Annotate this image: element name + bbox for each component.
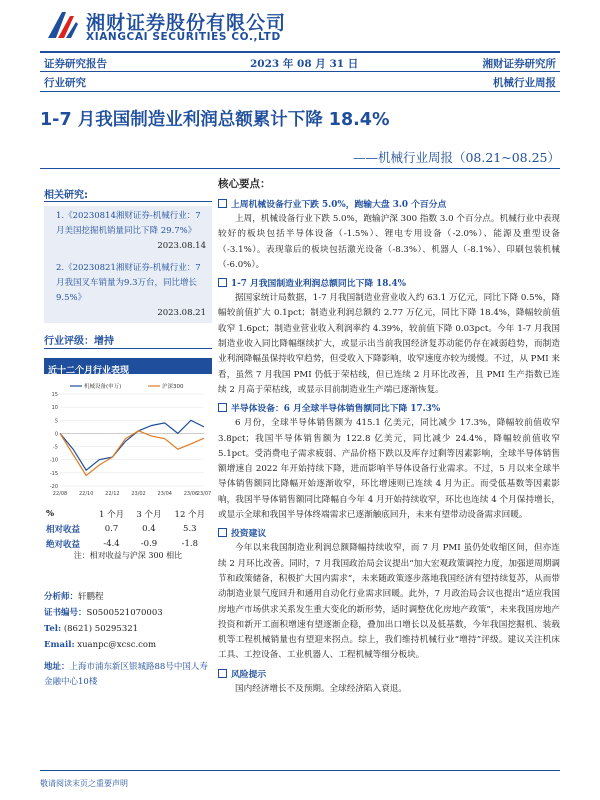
table-header-cell: 1 个月 xyxy=(98,509,125,520)
checkbox-bullet-icon xyxy=(218,278,227,287)
related-item-title[interactable]: 1.《20230814湘财证券-机械行业：7 月美国挖掘机销量同比下降 29.7%》 xyxy=(56,211,201,236)
section-heading: 上周机械设备行业下跌 5.0%，跑输大盘 3.0 个百分点 xyxy=(218,197,560,210)
report-category: 行业研究 xyxy=(44,77,86,89)
table-row xyxy=(44,521,212,536)
report-date: 2023 年 08 月 31 日 xyxy=(250,58,359,70)
table-header-cell: 12 个月 xyxy=(174,509,206,520)
rating-value: 增持 xyxy=(94,336,114,347)
chart-title-bar xyxy=(44,358,212,374)
related-rule xyxy=(44,201,212,202)
analyst-cert-row xyxy=(44,606,163,621)
page-subtitle: ——机械行业周报（08.21~08.25） xyxy=(352,150,560,165)
institute-name: 湘财证券研究所 xyxy=(482,58,556,70)
table-cell: -0.9 xyxy=(140,538,158,549)
tel-number: (8621) 50295321 xyxy=(63,624,139,634)
table-cell: -1.8 xyxy=(181,538,199,549)
related-item-date: 2023.08.14 xyxy=(157,241,206,251)
analyst-address-row xyxy=(44,660,212,690)
section-body: 据国家统计局数据，1-7 月我国制造业营业收入约 63.1 万亿元，同比下降 0.5%，降幅较前值扩大 0.1pct；制造业利润总额约 2.77 万亿元，同比下降 18.4%，降幅较前值收窄 1.6pct；制造业营业收入利润率约 4.39%，较前值下降 0.03pct。今年 1-7 月我国制造业收入同比降幅继续扩大，或显示出当前我国经济复苏动能仍存在减弱趋势，而制造业利润降幅虽保持收窄趋势，但受收入下降影响，收窄速度亦较为缓慢。不过，从 PMI 来看，虽然 7 月我国 PMI 仍低于荣枯线，但已连续 2 月环比改善，且 PMI 生产指数已连续 2 月高于荣枯线，或显示目前制造业生产端已逐渐恢复。 xyxy=(218,293,560,395)
table-header-cell: 3 个月 xyxy=(136,509,162,520)
cert-number: S0500521070003 xyxy=(86,608,163,618)
performance-table xyxy=(44,506,212,551)
chart-legend xyxy=(70,382,184,390)
section-body: 今年以来我国制造业利润总额降幅持续收窄，而 7 月 PMI 虽仍处收缩区间，但亦连续 2 月环比改善。同时，7 月我国政治局会议提出“加大宏观政策调控力度，加强逆周期调节和政策储备，积极扩大国内需求”，未来随政策逐步落地我国经济有望持续复苏，从而带动制造业景气度回升和通用自动化行业需求回暖。此外，7 月政治局会议也提出“适应我国房地产市场供求关系发生重大变化的新形势，适时调整优化房地产政策”，未来我国房地产投资和新开工面积增速有望逐渐企稳，叠加出口增长以及低基数，今年我国挖掘机、装载机等工程机械销量也有望迎来拐点。综上，我们维持机械行业“增持”评级。建议关注机床工具、工控设备、工业机器人、工程机械等细分板块。 xyxy=(218,543,560,661)
rating-row xyxy=(44,332,114,347)
section-body: 上周，机械设备行业下跌 5.0%，跑输沪深 300 指数 3.0 个百分点。机械行业中表现较好的板块包括半导体设备（-1.5%）、锂电专用设备（-2.0%）、能源及重型设备（-3.1%）。表现靠后的板块包括激光设备（-8.3%）、机器人（-8.1%）、印刷包装机械（-6.0%）。 xyxy=(218,214,560,270)
key-points-column xyxy=(218,176,560,697)
page-title: 1-7 月我国制造业利润总额累计下降 18.4% xyxy=(40,110,390,130)
x-tick-label: 23/06 xyxy=(183,491,199,497)
performance-chart xyxy=(44,378,212,502)
x-tick-label: 22/12 xyxy=(105,491,120,497)
x-tick-label: 23/04 xyxy=(157,491,172,497)
company-name-cn: 湘财证券股份有限公司 xyxy=(86,12,287,34)
related-item[interactable] xyxy=(44,258,212,323)
y-tick-label: 10 xyxy=(51,405,58,412)
table-cell: 5.3 xyxy=(183,523,197,534)
analyst-tel-row xyxy=(44,622,138,637)
report-series: 机械行业周报 xyxy=(493,77,556,89)
key-points-heading: 核心要点： xyxy=(218,178,271,190)
section-heading: 半导体设备：6 月全球半导体销售额同比下降 17.3% xyxy=(218,401,560,414)
report-type: 证券研究报告 xyxy=(44,58,107,70)
related-item-title[interactable]: 2.《20230821湘财证券-机械行业：7 月我国叉车销量为9.3万台，同比增长9.5%》 xyxy=(56,263,201,303)
header-divider xyxy=(40,51,560,53)
cert-label: 证书编号： xyxy=(44,608,87,618)
footer-divider xyxy=(40,770,560,771)
section-heading: 1-7 月我国制造业利润总额同比下降 18.4% xyxy=(218,276,560,289)
section-heading: 风险提示 xyxy=(218,667,560,680)
y-tick-label: 0 xyxy=(54,431,58,438)
series-line-machinery xyxy=(60,420,204,470)
checkbox-bullet-icon xyxy=(218,669,227,678)
analyst-email-row xyxy=(44,638,156,653)
address-label: 地址： xyxy=(44,662,70,672)
table-header-cell: % xyxy=(46,508,55,519)
table-row xyxy=(44,536,212,551)
series-line-csi300 xyxy=(60,431,204,476)
row-label: 绝对收益 xyxy=(46,539,81,550)
y-tick-label: -20 xyxy=(49,484,58,490)
related-heading: 相关研究: xyxy=(44,190,88,201)
checkbox-bullet-icon xyxy=(218,199,227,208)
header-divider xyxy=(40,71,560,72)
y-tick-label: 5 xyxy=(54,418,58,425)
rating-label: 行业评级： xyxy=(44,336,94,347)
table-cell: -4.4 xyxy=(103,538,120,549)
related-item-date: 2023.08.21 xyxy=(157,308,206,318)
header-divider xyxy=(40,91,560,92)
y-tick-label: -5 xyxy=(53,444,58,451)
address-text: 上海市浦东新区银城路88号中国人寿金融中心10楼 xyxy=(44,662,208,687)
analyst-name: 轩鹏程 xyxy=(78,592,104,602)
section-heading: 投资建议 xyxy=(218,526,560,539)
x-tick-label: 22/10 xyxy=(78,491,94,497)
section-body: 国内经济增长不及预期。全球经济陷入衰退。 xyxy=(235,683,407,694)
table-cell: 0.7 xyxy=(104,523,119,534)
company-logo-icon xyxy=(44,8,80,44)
chart-x-ticks xyxy=(53,491,211,497)
legend-machinery: 机械设备(申万) xyxy=(84,384,122,390)
company-name-en: XIANGCAI SECURITIES CO.,LTD xyxy=(86,31,281,43)
legend-csi300: 沪深300 xyxy=(162,384,184,390)
x-tick-label: 23/02 xyxy=(131,491,146,497)
x-tick-label: 22/08 xyxy=(52,491,68,497)
chart-title: 近十二个月行业表现 xyxy=(48,366,130,376)
footer-disclaimer: 敬请阅读末页之重要声明 xyxy=(40,779,128,788)
analyst-name-label: 分析师： xyxy=(44,592,79,602)
table-header-row xyxy=(44,506,212,521)
section-body: 6 月份，全球半导体销售额为 415.1 亿美元，同比减少 17.3%，降幅较前值收窄 3.8pct；我国半导体销售额为 122.8 亿美元，同比减少 24.4%，降幅较前值收窄 5.1pct。受消费电子需求疲弱、产品价格下跌以及库存过剩等因素影响，全球半导体销售额增速自 2022 年开始持续下降，进而影响半导体设备行业需求。不过，5 月以来全球半导体销售额同比降幅开始逐渐收窄，环比增速则已连续 4 月为正。而受低基数等因素影响，我国半导体销售额同比降幅自今年 4 月开始持续收窄，环比也连续 4 个月保持增长，或显示全球和我国半导体终端需求已逐渐触底回升，未来有望带动设备需求回暖。 xyxy=(218,418,560,521)
analyst-name-row xyxy=(44,590,104,605)
table-note: 注：相对收益与沪深 300 相比 xyxy=(73,551,183,560)
chart-y-ticks xyxy=(50,392,58,490)
x-tick-label: 23/07 xyxy=(196,491,212,497)
y-tick-label: -15 xyxy=(49,470,58,477)
y-tick-label: 15 xyxy=(51,392,58,398)
checkbox-bullet-icon xyxy=(218,403,227,412)
tel-label: Tel: xyxy=(44,624,62,634)
email-link[interactable]: xuanpc@xcsc.com xyxy=(77,640,157,650)
chart-grid xyxy=(60,394,204,486)
y-tick-label: -10 xyxy=(49,457,58,464)
email-label: Email: xyxy=(44,640,75,650)
rating-rule xyxy=(44,348,212,349)
checkbox-bullet-icon xyxy=(218,528,227,537)
row-label: 相对收益 xyxy=(46,524,81,535)
table-cell: 0.4 xyxy=(142,523,156,534)
title-divider xyxy=(40,168,560,169)
